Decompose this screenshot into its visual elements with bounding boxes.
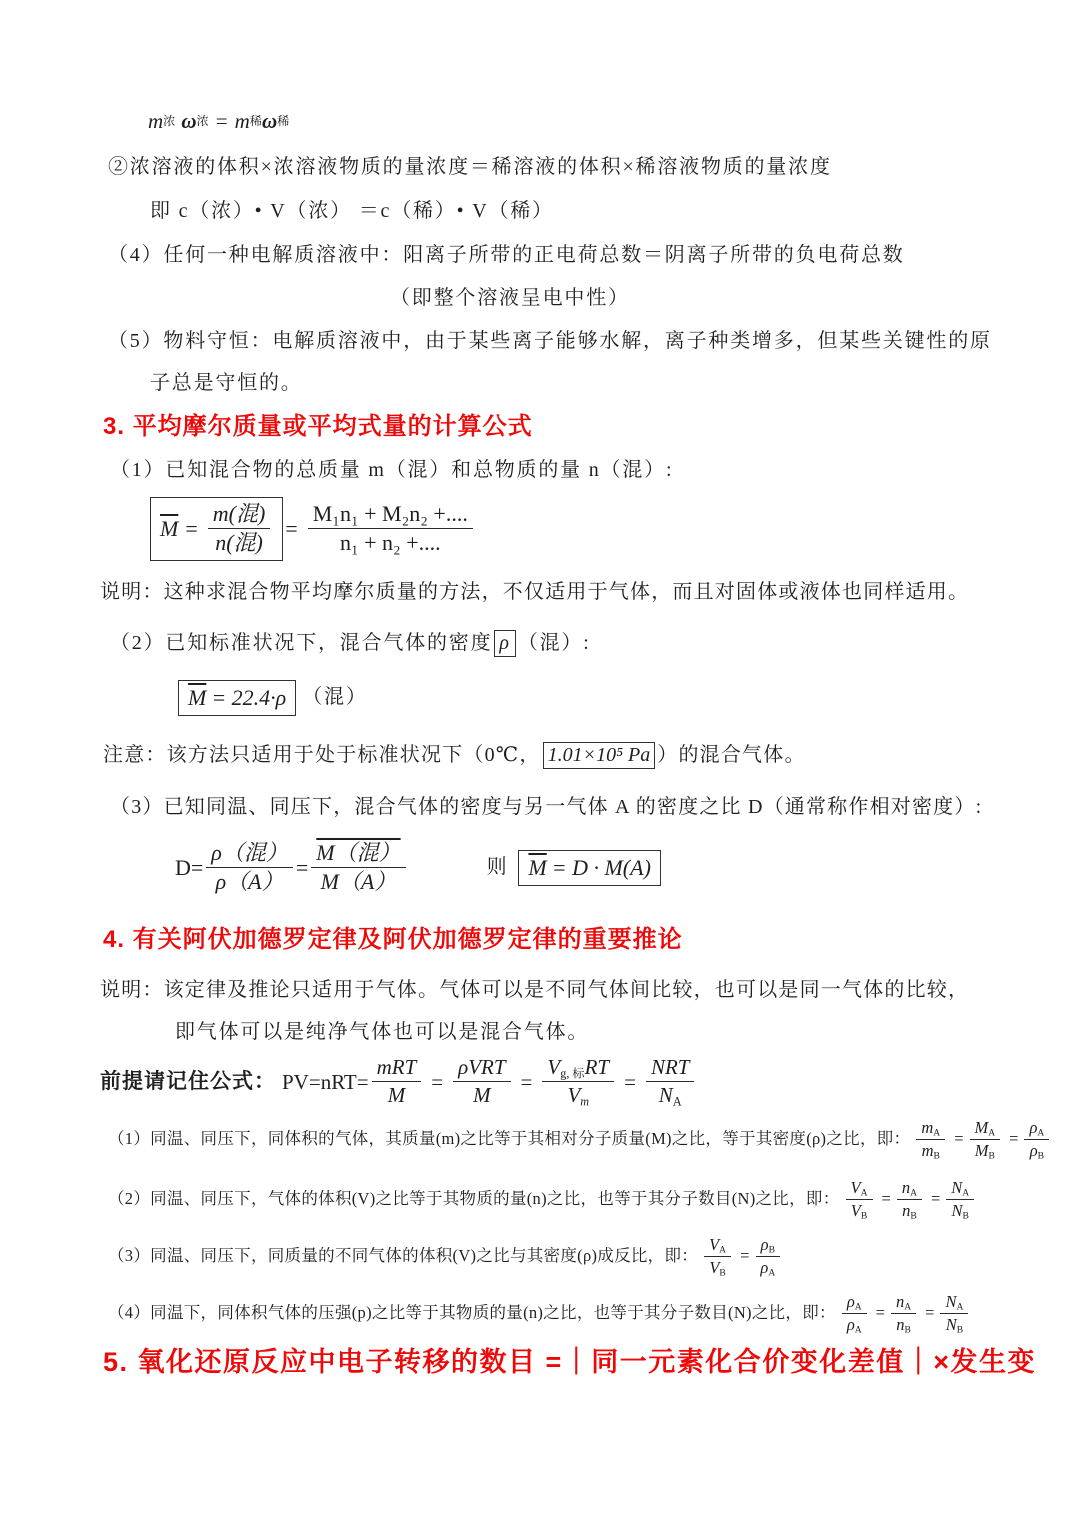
math-var: V [850, 1178, 861, 1197]
math-var: M [974, 1118, 989, 1137]
then-label: 则 [486, 856, 509, 879]
fraction-numerator [940, 1292, 968, 1314]
math-sub: 稀 [249, 114, 262, 129]
fraction-denominator [917, 1140, 945, 1161]
formula-box [518, 850, 660, 886]
fraction-numerator: ρ（混） [206, 840, 293, 868]
fraction [206, 840, 293, 896]
equals-sign: = [215, 109, 228, 133]
formula-22-4-rho [178, 680, 368, 716]
equals-sign: = [930, 1189, 941, 1209]
math-var: m [921, 1118, 934, 1137]
paragraph-mass-conservation-2 [150, 371, 303, 396]
fraction-denominator [1025, 1140, 1049, 1161]
heading-text: 5. 氧化还原反应中电子转移的数目 =｜同一元素化合价变化差值｜×发生变 [103, 1347, 1037, 1377]
paragraph-text: （4）任何一种电解质溶液中：阳离子所带的正电荷总数＝阴离子所带的负电荷总数 [108, 244, 905, 266]
corollary-1 [108, 1118, 1052, 1161]
paragraph-text: 说明：这种求混合物平均摩尔质量的方法，不仅适用于气体，而且对固体或液体也同样适用。 [100, 581, 970, 603]
fraction-numerator [970, 1118, 1001, 1140]
paragraph-text: 说明：该定律及推论只适用于气体。气体可以是不同气体间比较，也可以是同一气体的比较， [100, 979, 970, 1001]
math-var: M [974, 1141, 989, 1161]
equals-sign: = [431, 1069, 444, 1094]
fraction [1024, 1118, 1049, 1161]
math-var: N [945, 1315, 957, 1335]
fraction-numerator [842, 1292, 867, 1314]
fraction-denominator [970, 1140, 1000, 1161]
fraction-denominator: M [473, 1083, 491, 1108]
paragraph-text: （1）已知混合物的总质量 m（混）和总物质的量 n（混）: [110, 459, 674, 481]
math-var: ρ [760, 1235, 769, 1254]
fraction-denominator: M（A） [320, 869, 397, 895]
corollary-4 [108, 1292, 971, 1335]
math-var: N [658, 1083, 673, 1108]
math-var-mbar: $\overline{M}$ [188, 685, 207, 710]
math-var: ρ [846, 1292, 855, 1311]
paragraph-text: 即气体可以是纯净气体也可以是混合气体。 [175, 1021, 590, 1043]
heading-text: 4. 有关阿伏加德罗定律及阿伏加德罗定律的重要推论 [103, 926, 683, 953]
math-sub: A [854, 1301, 862, 1313]
rho-box: ρ [494, 630, 515, 657]
paragraph-text: （混） [302, 686, 368, 709]
paragraph-cv-equation [150, 199, 554, 224]
corollary-text: （3）同温、同压下，同质量的不同气体的体积(V)之比与其密度(ρ)成反比，即： [108, 1246, 699, 1266]
math-var: ω [181, 109, 197, 133]
corollary-text: （1）同温、同压下，同体积的气体，其质量(m)之比等于其相对分子质量(M)之比，等于其密度(ρ)之比，即： [108, 1129, 911, 1149]
pressure-box: 1.01×10⁵ Pa [543, 742, 656, 769]
math-sub: m [580, 1094, 590, 1109]
math-var: m [148, 109, 164, 133]
math-sub: A [860, 1187, 868, 1199]
math-sub: A [719, 1244, 727, 1256]
equals-sign: = [185, 516, 198, 542]
math-sub: A [904, 1301, 912, 1313]
math-sub: 浓 [196, 114, 209, 129]
fraction [372, 1055, 422, 1108]
fraction-denominator: M [387, 1083, 406, 1108]
math-var: ρ [846, 1315, 855, 1335]
math-sub: A [672, 1094, 682, 1109]
math-var: n [895, 1292, 905, 1311]
math-sub: B [719, 1267, 726, 1279]
math-var: V [567, 1083, 581, 1108]
fraction-numerator [891, 1292, 916, 1314]
math-var: N [945, 1292, 957, 1311]
fraction-denominator [891, 1314, 916, 1335]
fraction-numerator: NRT [646, 1055, 695, 1082]
math-sub: A [956, 1301, 964, 1313]
fraction [308, 501, 473, 557]
math-sub: B [933, 1150, 940, 1162]
fraction [542, 1055, 614, 1108]
fraction [208, 501, 271, 557]
paragraph-electrolyte-charge [108, 243, 905, 268]
paragraph-text: 子总是守恒的。 [150, 372, 303, 394]
fraction [916, 1118, 945, 1161]
paragraph-dilution-volume [108, 155, 832, 180]
math-var: N [951, 1178, 963, 1197]
equals-sign: = [881, 1189, 891, 1209]
fraction [646, 1055, 695, 1108]
section3-item3 [110, 795, 982, 820]
corollary-text: （4）同温下，同体积气体的压强(p)之比等于其物质的量(n)之比，也等于其分子数目(N)之比，即： [108, 1303, 836, 1323]
fraction-numerator: m(混) [208, 501, 271, 529]
math-var: n [901, 1178, 911, 1197]
math-var: V [709, 1235, 720, 1254]
fraction-numerator [756, 1235, 780, 1257]
fraction-denominator [704, 1257, 730, 1278]
math-sub: B [768, 1244, 775, 1256]
paragraph-text: 注意：该方法只适用于处于标准状况下（0℃， [103, 744, 541, 766]
paragraph-text: （2）已知标准状况下，混合气体的密度 [110, 632, 493, 654]
fraction-denominator [562, 1082, 594, 1108]
math-var: m [234, 109, 250, 133]
fraction-denominator [947, 1200, 974, 1221]
heading-text: 3. 平均摩尔质量或平均式量的计算公式 [103, 413, 533, 440]
math-sub: A [854, 1324, 862, 1336]
equals-sign: = [520, 1069, 533, 1094]
math-sub: B [910, 1210, 917, 1222]
math-sub: B [904, 1324, 911, 1336]
formula-relative-density [175, 840, 661, 896]
equals-sign: = [954, 1129, 964, 1149]
math-sub: A [910, 1187, 917, 1199]
fraction-numerator: M（混） [311, 840, 405, 868]
math-sub: A [1037, 1127, 1045, 1139]
paragraph-mass-conservation-1 [108, 329, 992, 354]
math-sub: B [956, 1324, 964, 1336]
section3-item2 [110, 630, 591, 657]
equals-sign: = [295, 855, 309, 881]
math-sub: A [768, 1267, 776, 1279]
formula-dilution-mass [148, 108, 289, 134]
section5-heading [103, 1346, 1036, 1380]
math-expression: = 22.4·ρ [211, 685, 287, 710]
paragraph-text: ）的混合气体。 [657, 744, 806, 766]
corollary-3 [108, 1235, 783, 1278]
equals-sign: = [624, 1069, 636, 1094]
fraction-numerator [916, 1118, 945, 1140]
fraction [453, 1055, 510, 1108]
math-sub: g, 标 [560, 1066, 585, 1081]
math-sub: A [988, 1127, 996, 1139]
fraction-denominator: n₁ + n₂ +.... [339, 530, 441, 556]
equals-sign: = [740, 1246, 750, 1266]
math-var: V [709, 1258, 720, 1278]
section3-heading [103, 412, 533, 442]
math-sub: B [988, 1150, 995, 1162]
fraction [897, 1178, 922, 1221]
fraction [311, 840, 405, 896]
math-var: V [547, 1055, 561, 1079]
section3-item1 [110, 458, 673, 483]
fraction-denominator [846, 1200, 872, 1221]
paragraph-text: （5）物料守恒：电解质溶液中，由于某些离子能够水解，离子种类增多，但某些关键性的原 [108, 330, 992, 352]
corollary-2 [108, 1178, 977, 1221]
fraction [940, 1292, 968, 1335]
section4-note-1 [100, 978, 969, 1003]
fraction [704, 1235, 731, 1278]
math-sub: A [933, 1127, 941, 1139]
fraction-denominator [654, 1082, 687, 1108]
math-sub: 稀 [277, 114, 290, 129]
math-var: ω [261, 109, 278, 133]
math-var-mbar: $\overline{M}$ [528, 855, 547, 881]
paragraph-text: （混）: [517, 632, 591, 654]
formula-box [150, 497, 283, 561]
fraction [842, 1292, 867, 1335]
section3-note1 [100, 580, 969, 605]
equals-sign: = [925, 1303, 935, 1323]
paragraph-text: （3）已知同温、同压下，混合气体的密度与另一气体 A 的密度之比 D（通常称作相对密度）: [110, 796, 983, 818]
fraction-denominator [897, 1200, 922, 1221]
math-var: ρ [1029, 1141, 1038, 1161]
fraction-numerator [1024, 1118, 1049, 1140]
section3-note2 [103, 742, 806, 769]
fraction-numerator: M₁n₁ + M₂n₂ +.... [308, 501, 473, 529]
fraction-numerator [897, 1178, 922, 1200]
fraction [891, 1292, 916, 1335]
fraction-numerator [946, 1178, 974, 1200]
formula-ideal-gas [100, 1055, 697, 1108]
section4-note-2 [175, 1020, 589, 1045]
corollary-text: （2）同温、同压下，气体的体积(V)之比等于其物质的量(n)之比，也等于其分子数目(N)之比，即： [108, 1189, 840, 1209]
fraction-denominator: n(混) [215, 530, 263, 556]
math-sub: A [962, 1187, 970, 1199]
fraction-denominator [842, 1314, 867, 1335]
fraction-denominator [941, 1314, 968, 1335]
formula-average-molar-mass [150, 497, 476, 561]
section4-heading [103, 925, 683, 955]
fraction-denominator [755, 1257, 780, 1278]
math-var: m [921, 1141, 934, 1161]
fraction-numerator: mRT [372, 1055, 422, 1082]
fraction-numerator: ρVRT [453, 1055, 510, 1082]
math-lhs: PV=nRT= [282, 1069, 369, 1094]
math-var: RT [584, 1055, 610, 1079]
paragraph-neutrality [390, 286, 630, 311]
premise-label: 前提请记住公式： [100, 1069, 276, 1093]
fraction [755, 1235, 780, 1278]
math-var: ρ [1029, 1118, 1038, 1137]
fraction-denominator: ρ（A） [215, 869, 284, 895]
math-var: n [896, 1315, 905, 1335]
paragraph-text: （即整个溶液呈电中性） [390, 287, 630, 309]
equals-sign: = [1009, 1129, 1019, 1149]
fraction-numerator [846, 1178, 873, 1200]
math-var: N [951, 1201, 963, 1221]
paragraph-text: 即 c（浓）• V（浓） ＝c（稀）• V（稀） [150, 200, 554, 222]
paragraph-text: ②浓溶液的体积×浓溶液物质的量浓度＝稀溶液的体积×稀溶液物质的量浓度 [108, 156, 832, 178]
math-sub: 浓 [163, 114, 176, 129]
math-var: ρ [760, 1258, 769, 1278]
equals-sign: = [875, 1303, 885, 1323]
math-var-mbar: $\overline{M}$ [160, 516, 179, 542]
equals-sign: = [285, 516, 298, 542]
math-expression: = D · M(A) [551, 855, 651, 881]
math-sub: B [860, 1210, 868, 1222]
math-lhs: D= [175, 855, 204, 881]
fraction [846, 1178, 873, 1221]
formula-box [178, 680, 296, 716]
math-var: V [850, 1201, 861, 1221]
fraction [946, 1178, 974, 1221]
fraction-numerator [704, 1235, 731, 1257]
math-var: n [902, 1201, 911, 1221]
fraction [970, 1118, 1001, 1161]
fraction-numerator [542, 1055, 614, 1082]
math-sub: B [1037, 1150, 1045, 1162]
math-sub: B [962, 1210, 969, 1222]
